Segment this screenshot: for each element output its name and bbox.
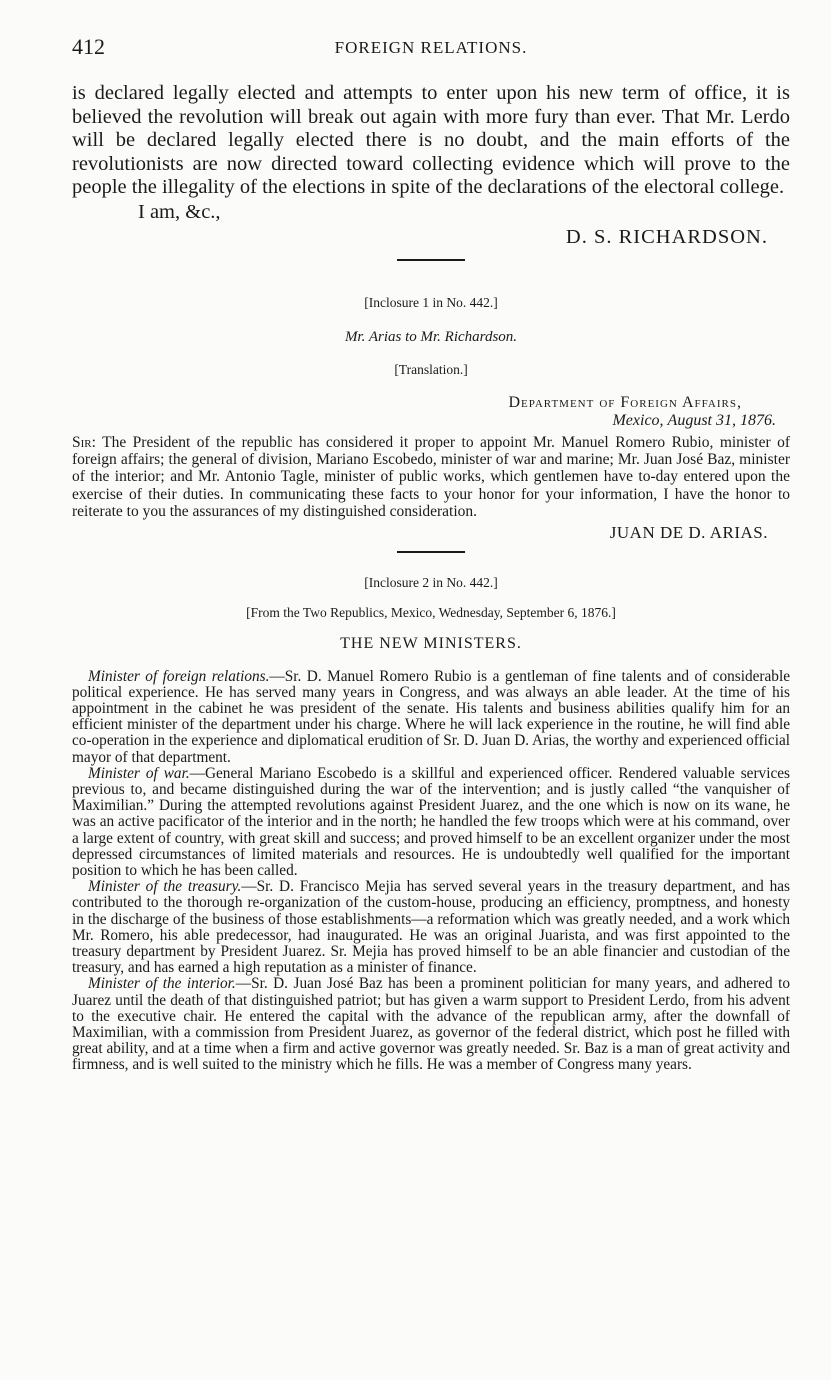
paragraph-lead: Minister of the interior. <box>88 975 236 993</box>
article-paragraph <box>72 669 790 766</box>
page-number: 412 <box>72 34 105 59</box>
translation-note: [Translation.] <box>394 361 468 377</box>
paragraph-text: —Sr. D. Francisco Mejia has served several years in the treasury department, and has contributed to the thorough re-organization of the custom-house, producing an efficiency, promptness, and honesty in the discharge of the business of those establishments—a reformation which was greatly needed, and a work which Mr. Romero, his able predecessor, had inaugurated. He was an original Juarista, and was first appointed to the treasury department by President Juarez. Sr. Mejia has proved himself to be an able financier and custodian of the treasury, and has earned a high reputation as a minister of finance. <box>72 878 790 977</box>
section-divider <box>397 551 465 553</box>
letter-closing: I am, &c., <box>138 200 221 223</box>
paragraph-text: —Sr. D. Juan José Baz has been a prominent politician for many years, and adhered to Juarez until the death of that distinguished patriot; but has given a warm support to President Lerdo, from his advent to the executive chair. He entered the capital with the advance of the republican army, after the downfall of Maximilian, with a commission from President Juarez, as governor of the federal district, which post he filled with great ability, and at a time when a firm and active governor was greatly needed. Sr. Baz is a man of great activity and firmness, and is well suited to the ministry which he fills. He was a member of Congress many years. <box>72 975 791 1074</box>
signature-arias: JUAN DE D. ARIAS. <box>609 522 768 542</box>
paragraph-text: —Sr. D. Manuel Romero Rubio is a gentleman of fine talents and of considerable political experience. He has served many years in Congress, and was always an able leader. At the time of his appointment in the cabinet he was president of the senate. His talents and business abilities qualify him for an efficient minister of the department under his charge. Where he will lack experience in the routine, he will find able co-operation in the experience and diplomatical erudition of Sr. D. Juan D. Arias, the worthy and experienced official mayor of that department. <box>72 667 791 766</box>
paragraph-lead: Minister of war. <box>88 764 190 782</box>
letter-body <box>72 434 790 521</box>
letter-text: : The President of the republic has considered it proper to appoint Mr. Manuel Romero Rubio, minister of foreign affairs; the general of division, Mariano Escobedo, minister of war and marine; Mr. Juan José Baz, minister of the interior; and Mr. Antonio Tagle, minister of public works, which gentlemen have to-day entered upon the exercise of their duties. In communicating these facts to your honor for your information, I have the honor to reiterate to you the assurances of my distinguished consideration. <box>72 433 790 521</box>
salutation: Sir <box>72 433 92 451</box>
newspaper-source: [From the Two Republics, Mexico, Wednesday, September 6, 1876.] <box>246 604 616 620</box>
paragraph-lead: Minister of the treasury. <box>88 878 242 896</box>
inclosure-1-label: [Inclosure 1 in No. 442.] <box>364 294 498 310</box>
article-title: THE NEW MINISTERS. <box>340 634 522 652</box>
signature-richardson: D. S. RICHARDSON. <box>565 225 768 248</box>
article-paragraph <box>72 766 790 879</box>
running-title: FOREIGN RELATIONS. <box>334 38 528 57</box>
date-month: August 31, 1876. <box>667 411 776 429</box>
place: Mexico, <box>612 411 664 429</box>
article-paragraph <box>72 976 790 1073</box>
inclosure-2-label: [Inclosure 2 in No. 442.] <box>364 574 498 590</box>
place-date-line <box>72 412 776 430</box>
document-page <box>72 34 790 1074</box>
department-line: Department of Foreign Affairs, <box>508 393 742 411</box>
section-divider <box>397 259 465 261</box>
article-paragraph <box>72 879 790 976</box>
inclosure-1-heading: Mr. Arias to Mr. Richardson. <box>344 328 518 345</box>
lead-paragraph: is declared legally elected and attempts to enter upon his new term of office, it is believed the revolution will break out again with more fury than ever. That Mr. Lerdo will be declared legally elected there is no doubt, and the main efforts of the revolutionists are now directed toward collecting evidence which will prove to the people the illegality of the elections in spite of the declarations of the electoral college. <box>72 82 790 198</box>
page-header <box>72 34 790 74</box>
paragraph-lead: Minister of foreign relations. <box>88 667 270 685</box>
paragraph-text: —General Mariano Escobedo is a skillful and experienced officer. Rendered valuable services previous to, and became distinguished during the war of the intervention; and is justly called “the vanquisher of Maximilian.” During the attempted revolutions against President Juarez, and the one which is now on its wane, he was an active pacificator of the interior and in the north; he handled the few troops which were at his command, over a large extent of country, with great skill and success; and proved himself to be an excellent organizer under the most depressed circumstances of limited materials and resources. He is undoubtedly well qualified for the important position to which he has been called. <box>72 764 790 879</box>
